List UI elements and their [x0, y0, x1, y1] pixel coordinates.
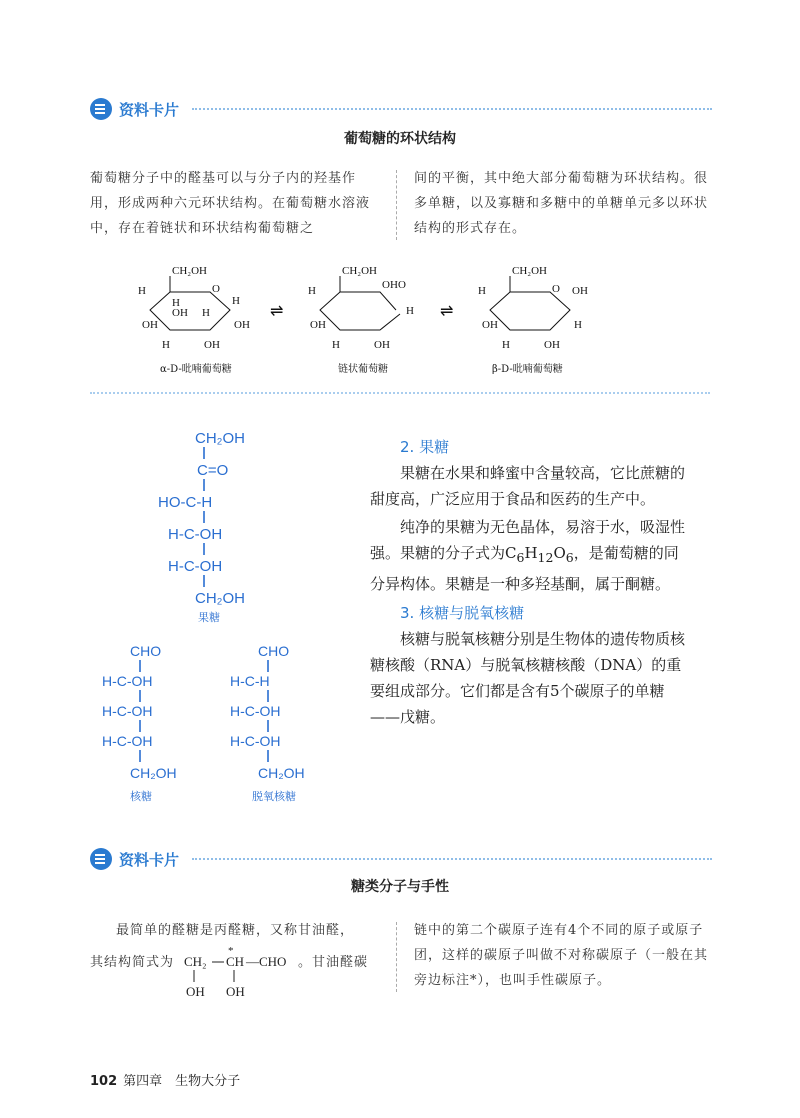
card-icon — [90, 848, 112, 870]
card-text-right: 间的平衡，其中绝大部分葡萄糖为环状结构。很多单糖，以及寡糖和多糖中的单糖单元多以环状结构的形式存在。 — [414, 171, 709, 236]
ribose-row: CHO — [130, 643, 162, 659]
structure-caption: α-D-吡喃葡萄糖 — [160, 364, 232, 375]
formula-oh: OH — [226, 984, 245, 999]
card-icon — [90, 98, 112, 120]
atom-label: CH₂OH — [172, 265, 208, 277]
atom-label: CH₂OH — [512, 265, 548, 277]
deoxyribose-row: CH₂OH — [258, 765, 305, 781]
structure-caption: 链状葡萄糖 — [338, 364, 388, 375]
column-divider — [396, 922, 397, 992]
card2-text-left-1: 最简单的醛糖是丙醛糖，又称甘油醛， — [116, 923, 355, 938]
card-label: 资料卡片 — [119, 100, 180, 119]
atom-label: H — [502, 339, 510, 351]
glucose-ring-diagram — [100, 258, 720, 383]
card-header-2 — [90, 846, 179, 872]
deoxyribose-label: 脱氧核糖 — [252, 790, 296, 803]
card-title: 葡萄糖的环状结构 — [344, 131, 456, 147]
fructose-row: CH₂OH — [195, 590, 245, 607]
ribose-row: CH₂OH — [130, 765, 177, 781]
chapter-title: 第四章 生物大分子 — [123, 1074, 241, 1089]
formula-ch2: CH₂ — [184, 954, 207, 969]
ribose-row: H-C-OH — [102, 733, 153, 749]
atom-label: H — [162, 339, 170, 351]
atom-label: OH — [310, 319, 326, 331]
card-text-left: 葡萄糖分子中的醛基可以与分子内的羟基作用，形成两种六元环状结构。在葡萄糖水溶液中，存在着链状和环状结构葡萄糖之 — [90, 171, 371, 236]
atom-label: H — [308, 285, 316, 297]
card-title: 糖类分子与手性 — [351, 879, 449, 895]
atom-label: O — [552, 283, 560, 295]
alpha-glucose-structure — [138, 265, 250, 351]
section-heading-fructose: 2. 果糖 — [400, 438, 450, 456]
page-number: 102 — [90, 1074, 118, 1089]
atom-label: H — [232, 295, 240, 307]
equilibrium-arrow: ⇌ — [440, 303, 454, 320]
ribose-structures — [90, 640, 350, 810]
ribose-row: H-C-OH — [102, 703, 153, 719]
fructose-para-1: 果糖在水果和蜂蜜中含量较高，它比蔗糖的甜度高，广泛应用于食品和医药的生产中。 — [370, 464, 686, 508]
fructose-label: 果糖 — [198, 611, 220, 624]
chiral-star: * — [228, 945, 234, 957]
atom-label: H — [406, 305, 414, 317]
card-header-line — [192, 108, 712, 110]
formula-o: O — [553, 544, 566, 562]
column-divider — [396, 170, 397, 240]
atom-label: CH₂OH — [342, 265, 378, 277]
ribose-para: 核糖与脱氧核糖分别是生物体的遗传物质核糖核酸（RNA）与脱氧核糖核酸（DNA）的重要组成部分。它们都是含有5个碳原子的单糖——戊糖。 — [370, 630, 686, 726]
atom-label: O — [212, 283, 220, 295]
atom-label: H — [478, 285, 486, 297]
fructose-row: HO-C-H — [158, 494, 213, 511]
structure-caption: β-D-吡喃葡萄糖 — [492, 364, 563, 375]
section-divider — [90, 392, 710, 394]
equilibrium-arrow: ⇌ — [270, 303, 284, 320]
formula-o-sub: 6 — [565, 550, 574, 565]
fructose-row: H-C-OH — [168, 558, 223, 575]
formula-c: C — [505, 544, 517, 562]
deoxyribose-row: H-C-OH — [230, 703, 281, 719]
card-header-1 — [90, 96, 179, 122]
fructose-row: C=O — [197, 462, 229, 479]
atom-label: H — [172, 297, 180, 309]
ribose-row: H-C-OH — [102, 673, 153, 689]
atom-label: H — [332, 339, 340, 351]
atom-label: OH — [234, 319, 250, 331]
section-heading-ribose: 3. 核糖与脱氧核糖 — [400, 604, 525, 622]
atom-label: OH — [544, 339, 560, 351]
deoxyribose-row: CHO — [258, 643, 290, 659]
atom-label: H — [138, 285, 146, 297]
chain-glucose-structure — [308, 265, 414, 351]
ribose-label: 核糖 — [130, 790, 152, 803]
formula-h: H — [524, 544, 538, 562]
beta-glucose-structure — [478, 265, 588, 351]
formula-oh: OH — [186, 984, 205, 999]
fructose-para-2 — [370, 514, 688, 597]
atom-label: OH — [204, 339, 220, 351]
fructose-formula — [505, 544, 574, 565]
fructose-para-2a: 纯净的果糖为无色晶体，易溶于水，吸湿性强。果糖的分子式为 — [370, 518, 686, 562]
deoxyribose-row: H-C-H — [230, 673, 270, 689]
card2-text-left-2a: 其结构简式为 — [90, 955, 175, 970]
atom-label: OH — [572, 285, 588, 297]
formula-h-sub: 12 — [537, 550, 554, 565]
ribose-structure — [102, 643, 177, 803]
atom-label: H — [202, 307, 210, 319]
atom-label: OH — [172, 307, 188, 319]
formula-cho: —CHO — [246, 954, 287, 969]
fructose-row: CH₂OH — [195, 430, 245, 447]
card-header-line — [192, 858, 712, 860]
atom-label: OH — [482, 319, 498, 331]
formula-c-sub: 6 — [516, 550, 525, 565]
deoxyribose-row: H-C-OH — [230, 733, 281, 749]
atom-label: H — [574, 319, 582, 331]
card2-text-left-2b: 。甘油醛碳 — [298, 955, 369, 970]
fructose-para-2b: ，是葡萄糖的同分异构体。果糖是一种多羟基酮，属于酮糖。 — [370, 544, 679, 593]
atom-label: OH — [374, 339, 390, 351]
atom-label: OH — [382, 279, 398, 291]
deoxyribose-structure — [230, 643, 305, 803]
card-label: 资料卡片 — [119, 850, 180, 869]
page-footer — [90, 1070, 240, 1089]
formula-ch: CH — [226, 954, 245, 969]
atom-label: OH — [142, 319, 158, 331]
fructose-row: H-C-OH — [168, 526, 223, 543]
fructose-structure — [140, 425, 280, 625]
atom-label: O — [398, 279, 406, 291]
glyceraldehyde-formula — [184, 944, 294, 1000]
card2-text-right: 链中的第二个碳原子连有4个不同的原子或原子团，这样的碳原子叫做不对称碳原子（一般在其旁边标注*），也叫手性碳原子。 — [414, 923, 709, 988]
